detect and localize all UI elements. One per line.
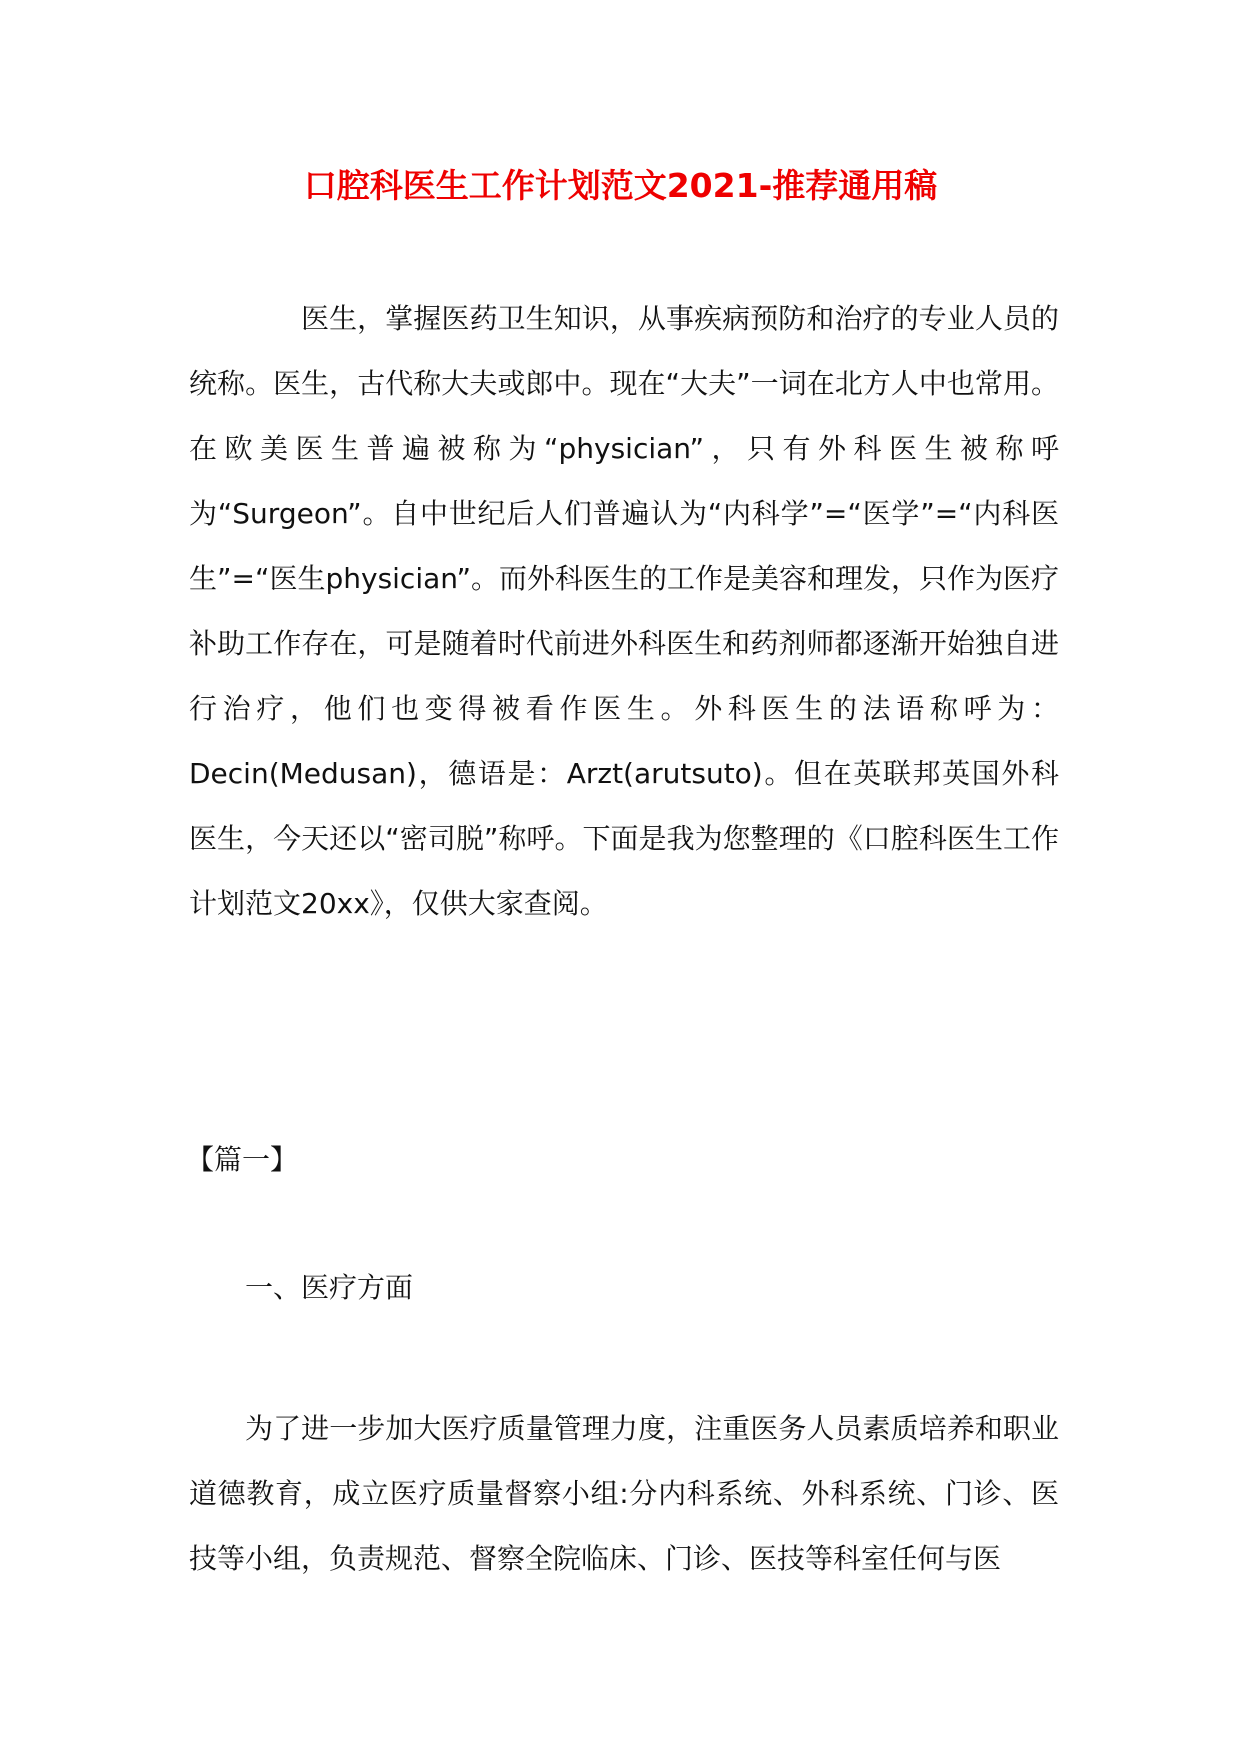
section-heading: 一、医疗方面 <box>245 1271 414 1304</box>
intro-paragraph: 医生，掌握医药卫生知识，从事疾病预防和治疗的专业人员的统称。医生，古代称大夫或郎中。现在“大夫”一词在北方人中也常用。在欧美医生普遍被称为“physician”，只有外科医生被称呼为“Surgeon”。自中世纪后人们普遍认为“内科学”=“医学”=“内科医生”=“医生physician”。而外科医生的工作是美容和理发，只作为医疗补助工作存在，可是随着时代前进外科医生和药剂师都逐渐开始独自进行治疗，他们也变得被看作医生。外科医生的法语称呼为：Decin(Medusan)，德语是：Arzt(arutsuto)。但在英联邦英国外科医生，今天还以“密司脱”称呼。下面是我为您整理的《口腔科医生工作计划范文20xx》，仅供大家查阅。 <box>189 302 1059 920</box>
body-paragraph: 为了进一步加大医疗质量管理力度，注重医务人员素质培养和职业道德教育，成立医疗质量督察小组:分内科系统、外科系统、门诊、医技等小组，负责规范、督察全院临床、门诊、医技等科室任何与医 <box>189 1412 1059 1575</box>
document-title: 口腔科医生工作计划范文2021-推荐通用稿 <box>303 166 938 205</box>
section-label: 【篇一】 <box>186 1143 299 1176</box>
